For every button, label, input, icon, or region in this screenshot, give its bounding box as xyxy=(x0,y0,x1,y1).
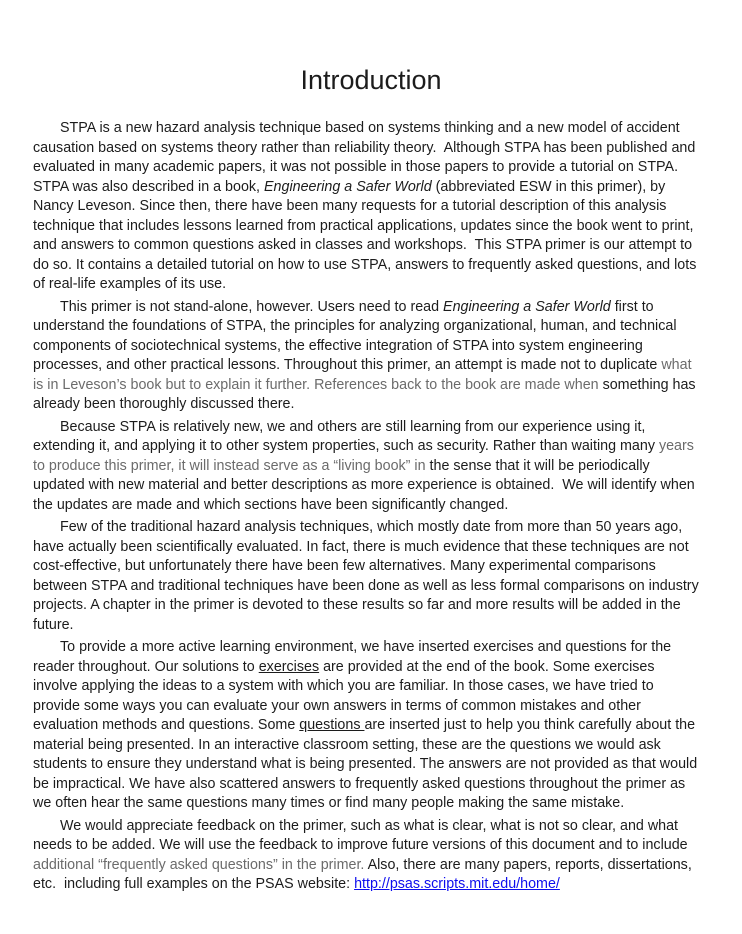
document-body xyxy=(33,119,702,895)
paragraph xyxy=(33,518,702,635)
underline-text-run: exercises xyxy=(258,658,320,675)
paragraph xyxy=(33,638,702,814)
text-run: are provided at the end of the book. Some exercises involve applying the ideas to a system with which you are familiar. In those cases, we have tried to provide some ways you can evaluate your own answers in terms of common mistakes and other evaluation methods and questions. Some xyxy=(33,658,655,733)
text-run: STPA is a new hazard analysis technique based on systems thinking and a new model of accident causation based on systems theory rather than reliability theory. Although STPA has been published and evaluated in many academic papers, it was not possible in those papers to provide a tutorial on STPA. STPA was also described in a book, xyxy=(33,120,696,195)
text-run: To provide a more active learning environment, we have inserted exercises and questions for the reader throughout. Our solutions to xyxy=(33,639,672,675)
text-run: Because STPA is relatively new, we and others are still learning from our experience using it, extending it, and applying it to other system properties, such as security. Rather than waiting many xyxy=(33,418,659,454)
page-title: Introduction xyxy=(300,65,442,95)
text-run: something has already been thoroughly discussed there. xyxy=(33,376,696,412)
italic-text-run: Engineering a Safer World xyxy=(264,178,432,195)
muted-text-run: what is in Leveson’s book but to explain it further. References back to the book are made when xyxy=(33,357,692,393)
text-run: the sense that it will be periodically updated with new material and better descriptions as more experience is obtained. We will identify when the updates are made and which sections have been significantly changed. xyxy=(33,457,695,513)
muted-text-run: years to produce this primer, it will instead serve as a “living book” in xyxy=(33,438,694,474)
underline-text-run: questions xyxy=(299,717,365,733)
text-run: We would appreciate feedback on the primer, such as what is clear, what is not so clear, and what needs to be added. We will use the feedback to improve future versions of this document and to include xyxy=(33,817,688,853)
text-run: first to understand the foundations of STPA, the principles for analyzing organizational, human, and technical components of sociotechnical systems, the effective integration of STPA into system engineering processes, and other practical lessons. Throughout this primer, an attempt is made not to duplicate xyxy=(33,298,677,373)
text-run: Few of the traditional hazard analysis techniques, which mostly date from more than 50 years ago, have actually been scientifically evaluated. In fact, there is much evidence that these techniques are not cost-effective, but unfortunately there have been few alternatives. Many experimental comparisons between STPA and traditional techniques have been done as well as less formal comparisons on industry projects. A chapter in the primer is devoted to these results so far and more results will be added in the future. xyxy=(33,519,699,633)
text-run: Also, there are many papers, reports, dissertations, etc. including full examples on the PSAS website: xyxy=(33,856,692,892)
paragraph xyxy=(33,418,702,516)
text-run: This primer is not stand-alone, however. Users need to read xyxy=(60,298,444,315)
muted-text-run: additional “frequently asked questions” in the primer. xyxy=(33,856,365,873)
paragraph xyxy=(33,817,702,895)
italic-text-run: Engineering a Safer World xyxy=(443,298,611,315)
psas-website-link[interactable]: http://psas.scripts.mit.edu/home/ xyxy=(354,876,560,892)
paragraph xyxy=(33,298,702,415)
paragraph xyxy=(33,119,702,295)
text-run: (abbreviated ESW in this primer), by Nancy Leveson. Since then, there have been many requests for a tutorial description of this analysis technique that includes lessons learned from practical applications, updates since the book went to print, and answers to common questions asked in classes and workshops. This STPA primer is our attempt to do so. It contains a detailed tutorial on how to use STPA, answers to frequently asked questions, and lots of real-life examples of its use. xyxy=(33,178,697,292)
text-run: are inserted just to help you think carefully about the material being presented. In an interactive classroom setting, these are the questions we would ask students to ensure they understand what is being presented. The answers are not provided as that would be impractical. We have also scattered answers to frequently asked questions throughout the primer as we often hear the same questions many times or find many people making the same mistake. xyxy=(33,717,698,811)
